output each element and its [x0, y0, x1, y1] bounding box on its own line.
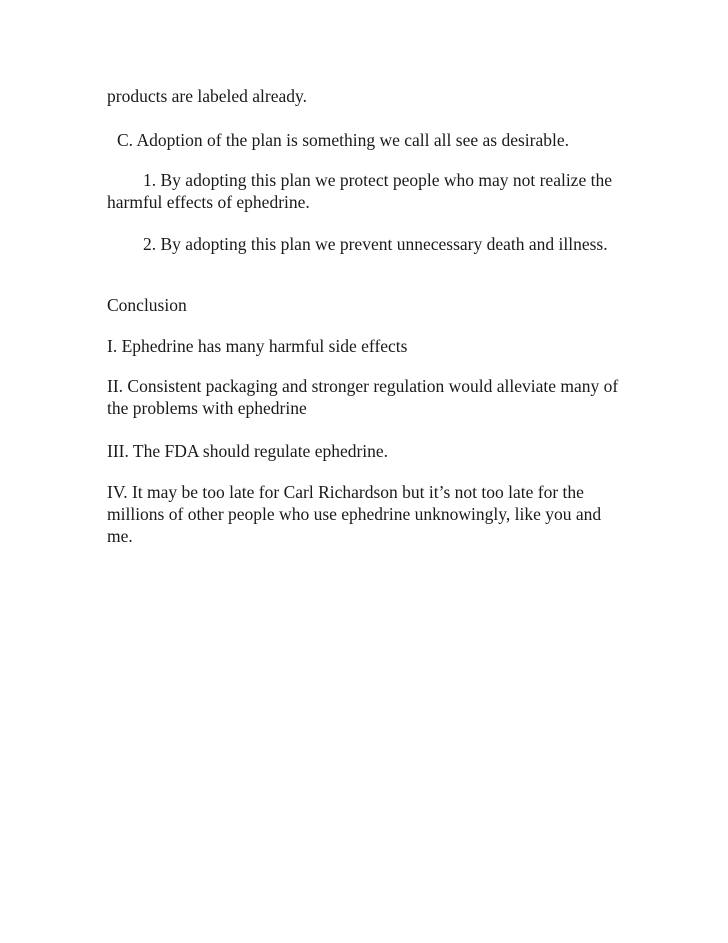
heading-conclusion: Conclusion [107, 295, 187, 315]
paragraph-point-c1: 1. By adopting this plan we protect people who may not realize the harmful effects of ephedrine. [107, 170, 612, 212]
paragraph-products-labeled: products are labeled already. [107, 86, 308, 106]
paragraph-point-c: C. Adoption of the plan is something we call all see as desirable. [117, 130, 569, 150]
paragraph-conclusion-i: I. Ephedrine has many harmful side effects [107, 336, 408, 356]
paragraph-point-c2: 2. By adopting this plan we prevent unnecessary death and illness. [143, 234, 608, 254]
paragraph-conclusion-ii: II. Consistent packaging and stronger regulation would alleviate many of the problems with ephedrine [107, 376, 619, 418]
paragraph-conclusion-iii: III. The FDA should regulate ephedrine. [107, 441, 389, 461]
paragraph-conclusion-iv: IV. It may be too late for Carl Richardson but it’s not too late for the millions of other people who use ephedrine unknowingly, like you and me. [107, 482, 602, 546]
